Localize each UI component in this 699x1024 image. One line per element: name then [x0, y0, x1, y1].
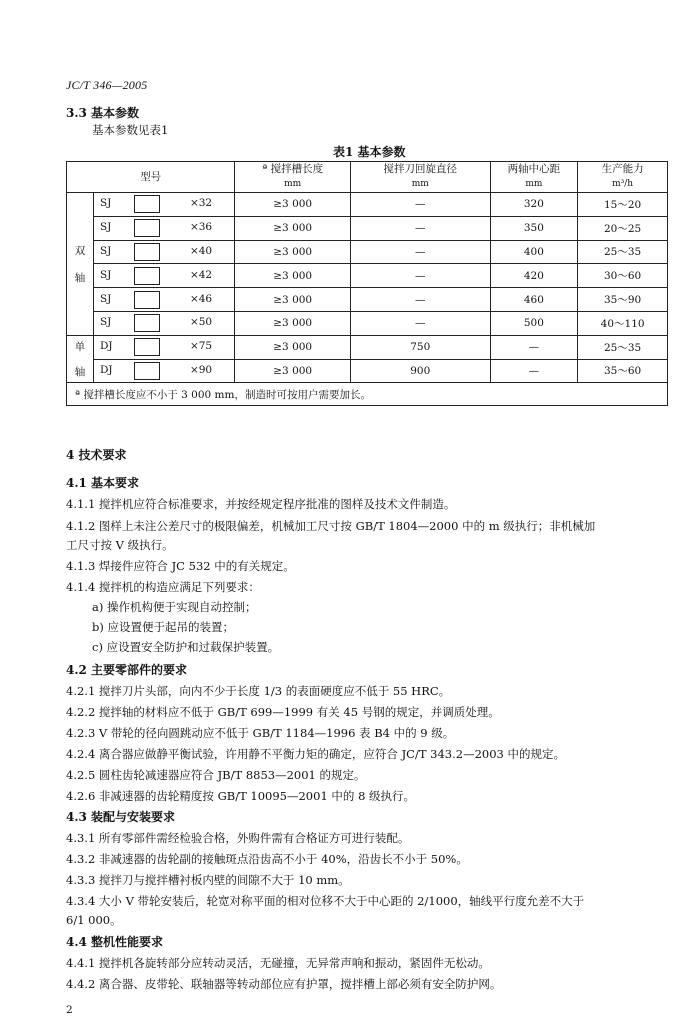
parameters-table [66, 161, 668, 406]
model-placeholder-box [134, 314, 160, 332]
table-row [67, 216, 668, 240]
clause-4-2-4: 4.2.4 离合器应做静平衡试验，许用静不平衡力矩的确定，应符合 JC/T 343.2—2003 中的规定。 [66, 747, 566, 761]
tank-length-cell: ≥3 000 [235, 335, 351, 359]
model-cell: SJ ×50 [93, 311, 234, 335]
model-cell: SJ ×32 [93, 193, 234, 217]
table-footnote: ª 搅拌槽长度应不小于 3 000 mm，制造时可按用户需要加长。 [67, 383, 668, 406]
section-3-3-intro: 基本参数见表1 [92, 123, 169, 137]
clause-4-2-2: 4.2.2 搅拌轴的材料应不低于 GB/T 699—1999 有关 45 号钢的规定，并调质处理。 [66, 705, 500, 719]
center-distance-cell: 400 [490, 240, 578, 264]
blade-diameter-cell: — [350, 216, 490, 240]
table-caption: 表1 基本参数 [333, 145, 406, 159]
group-label-char: 单 [74, 341, 86, 354]
clause-4-2-6: 4.2.6 非减速器的齿轮精度按 GB/T 10095—2001 中的 8 级执行。 [66, 789, 416, 803]
tank-length-cell: ≥3 000 [235, 359, 351, 383]
table-row [67, 359, 668, 383]
section-4-3-heading: 4.3 装配与安装要求 [66, 810, 176, 824]
header-tank-length: ª 搅拌槽长度 mm [235, 162, 351, 193]
center-distance-cell: 350 [490, 216, 578, 240]
blade-diameter-cell: — [350, 311, 490, 335]
section-4-4-heading: 4.4 整机性能要求 [66, 935, 164, 949]
blade-diameter-cell: 900 [350, 359, 490, 383]
capacity-cell: 20～25 [578, 216, 668, 240]
blade-diameter-cell: — [350, 240, 490, 264]
table-footnote-row [67, 383, 668, 406]
clause-4-3-1: 4.3.1 所有零部件需经检验合格，外购件需有合格证方可进行装配。 [66, 831, 410, 845]
tank-length-cell: ≥3 000 [235, 311, 351, 335]
model-placeholder-box [134, 243, 160, 261]
center-distance-cell: — [490, 335, 578, 359]
header-blade-diameter: 搅拌刀回旋直径 mm [350, 162, 490, 193]
clause-4-1-4-item-c: c) 应设置安全防护和过载保护装置。 [92, 640, 280, 654]
model-placeholder-box [134, 267, 160, 285]
model-cell: DJ ×90 [93, 359, 234, 383]
blade-diameter-cell: — [350, 193, 490, 217]
model-cell: SJ ×42 [93, 264, 234, 288]
capacity-cell: 35～60 [578, 359, 668, 383]
table-row [67, 240, 668, 264]
group-label-twin-shaft [67, 193, 94, 336]
center-distance-cell: 420 [490, 264, 578, 288]
clause-4-4-1: 4.4.1 搅拌机各旋转部分应转动灵活，无碰撞，无异常声响和振动，紧固件无松动。 [66, 956, 490, 970]
table-row [67, 288, 668, 312]
capacity-cell: 35～90 [578, 288, 668, 312]
model-placeholder-box [134, 291, 160, 309]
model-cell: SJ ×46 [93, 288, 234, 312]
clause-4-4-2: 4.4.2 离合器、皮带轮、联轴器等转动部位应有护罩，搅拌槽上部必须有安全防护网。 [66, 977, 502, 991]
capacity-cell: 30～60 [578, 264, 668, 288]
group-label-char: 轴 [74, 271, 86, 284]
center-distance-cell: — [490, 359, 578, 383]
model-placeholder-box [134, 362, 160, 380]
clause-4-3-2: 4.3.2 非减速器的齿轮副的接触斑点沿齿高不小于 40%，沿齿长不小于 50%。 [66, 852, 468, 866]
tank-length-cell: ≥3 000 [235, 240, 351, 264]
table-row [67, 264, 668, 288]
blade-diameter-cell: 750 [350, 335, 490, 359]
table-header-row [67, 162, 668, 193]
tank-length-cell: ≥3 000 [235, 288, 351, 312]
clause-4-1-4-item-b: b) 应设置便于起吊的装置； [92, 620, 235, 634]
section-4-1-heading: 4.1 基本要求 [66, 476, 140, 490]
table-row [67, 335, 668, 359]
model-placeholder-box [134, 219, 160, 237]
clause-4-1-2-line-1: 4.1.2 图样上未注公差尺寸的极限偏差，机械加工尺寸按 GB/T 1804—2000 中的 m 级执行；非机械加 [66, 519, 596, 533]
header-center-distance: 两轴中心距 mm [490, 162, 578, 193]
page-number: 2 [66, 1004, 73, 1016]
section-4-2-heading: 4.2 主要零部件的要求 [66, 663, 188, 677]
header-capacity: 生产能力 m³/h [578, 162, 668, 193]
section-3-3-heading: 3.3 基本参数 [66, 106, 140, 120]
model-placeholder-box [134, 195, 160, 213]
clause-4-1-2-line-2: 工尺寸按 V 级执行。 [66, 538, 174, 552]
capacity-cell: 15～20 [578, 193, 668, 217]
model-cell: SJ ×40 [93, 240, 234, 264]
tank-length-cell: ≥3 000 [235, 264, 351, 288]
clause-4-3-4-line-2: 6/1 000。 [66, 913, 122, 927]
capacity-cell: 25～35 [578, 240, 668, 264]
group-label-char: 轴 [74, 366, 86, 379]
capacity-cell: 40～110 [578, 311, 668, 335]
header-model: 型号 [67, 162, 235, 193]
capacity-cell: 25～35 [578, 335, 668, 359]
center-distance-cell: 460 [490, 288, 578, 312]
table-row [67, 311, 668, 335]
center-distance-cell: 320 [490, 193, 578, 217]
model-cell: SJ ×36 [93, 216, 234, 240]
blade-diameter-cell: — [350, 288, 490, 312]
clause-4-1-3: 4.1.3 焊接件应符合 JC 532 中的有关规定。 [66, 559, 295, 573]
clause-4-1-1: 4.1.1 搅拌机应符合标准要求，并按经规定程序批准的图样及技术文件制造。 [66, 497, 456, 511]
group-label-char: 双 [74, 244, 86, 257]
model-cell: DJ ×75 [93, 335, 234, 359]
clause-4-1-4: 4.1.4 搅拌机的构造应满足下列要求： [66, 580, 260, 594]
tank-length-cell: ≥3 000 [235, 193, 351, 217]
clause-4-3-4-line-1: 4.3.4 大小 V 带轮安装后，轮宽对称平面的相对位移不大于中心距的 2/1000，轴线平行度允差不大于 [66, 894, 585, 908]
tank-length-cell: ≥3 000 [235, 216, 351, 240]
clause-4-2-3: 4.2.3 V 带轮的径向圆跳动应不低于 GB/T 1184—1996 表 B4 中的 9 级。 [66, 726, 455, 740]
section-4-heading: 4 技术要求 [66, 448, 127, 462]
clause-4-2-5: 4.2.5 圆柱齿轮减速器应符合 JB/T 8853—2001 的规定。 [66, 768, 366, 782]
clause-4-2-1: 4.2.1 搅拌刀片头部，向内不少于长度 1/3 的表面硬度应不低于 55 HRC。 [66, 684, 451, 698]
clause-4-1-4-item-a: a) 操作机构便于实现自动控制； [92, 600, 257, 614]
document-code: JC/T 346—2005 [66, 78, 148, 92]
blade-diameter-cell: — [350, 264, 490, 288]
table-row [67, 193, 668, 217]
group-label-single-shaft [67, 335, 94, 383]
center-distance-cell: 500 [490, 311, 578, 335]
model-placeholder-box [134, 338, 160, 356]
clause-4-3-3: 4.3.3 搅拌刀与搅拌槽衬板内壁的间隙不大于 10 mm。 [66, 873, 350, 887]
